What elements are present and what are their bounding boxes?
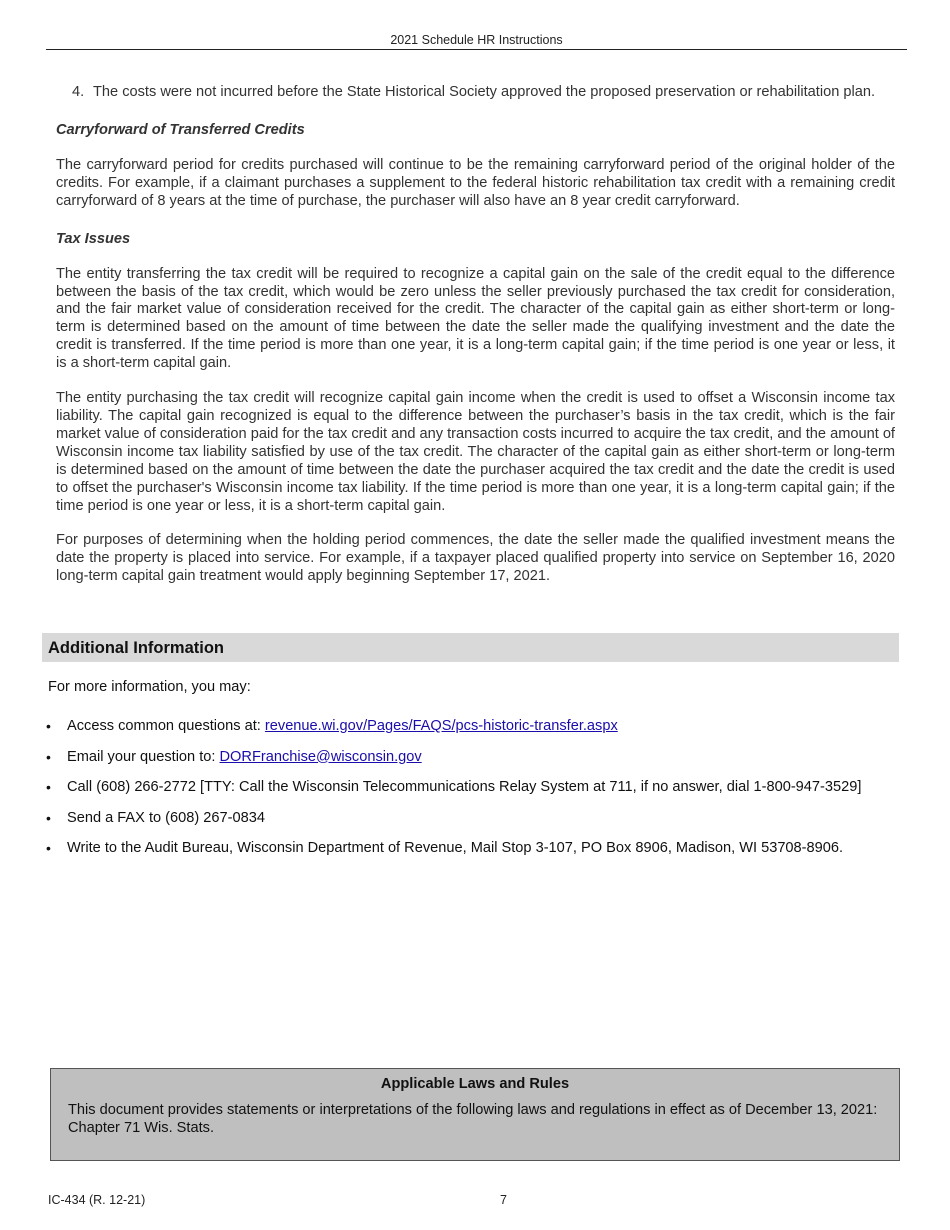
email-link[interactable]: DORFranchise@wisconsin.gov — [219, 748, 422, 765]
footer-form-id: IC-434 (R. 12-21) — [48, 1193, 146, 1207]
page-header — [46, 31, 907, 50]
header-title: 2021 Schedule HR Instructions — [390, 33, 563, 47]
contact-item-email — [46, 748, 916, 766]
bullet-icon: • — [46, 840, 51, 857]
additional-info-heading: Additional Information — [48, 639, 224, 657]
footer-page-number: 7 — [500, 1193, 507, 1207]
call-text: Call (608) 266-2772 [TTY: Call the Wisconsin Telecommunications Relay System at 711, if no answer, dial 1-800-947-3529] — [67, 779, 862, 796]
write-text: Write to the Audit Bureau, Wisconsin Department of Revenue, Mail Stop 3-107, PO Box 8906, Madison, WI 53708-8906. — [67, 840, 844, 857]
bullet-icon: • — [46, 779, 51, 796]
tax-issues-paragraph-holding-period: For purposes of determining when the holding period commences, the date the seller made the qualified investment means the date the property is placed into service. For example, if a taxpayer placed qualified property into service on September 16, 2020 long-term capital gain treatment would apply beginning September 17, 2021. — [56, 532, 895, 585]
carryforward-heading: Carryforward of Transferred Credits — [56, 121, 305, 138]
faq-prefix: Access common questions at: — [67, 718, 265, 734]
contact-list — [46, 717, 916, 870]
tax-issues-heading: Tax Issues — [56, 230, 131, 247]
contact-item-fax — [46, 809, 916, 827]
additional-info-section-bar — [42, 633, 899, 662]
laws-heading: Applicable Laws and Rules — [380, 1076, 570, 1092]
laws-text: This document provides statements or interpretations of the following laws and regulations in effect as of December 13, 2021: Chapter 71 Wis. Stats. — [68, 1102, 878, 1136]
list-item — [72, 84, 895, 102]
bullet-icon: • — [46, 748, 51, 765]
fax-text: Send a FAX to (608) 267-0834 — [67, 809, 265, 826]
email-prefix: Email your question to: — [67, 748, 220, 765]
list-item-text: The costs were not incurred before the State Historical Society approved the proposed preservation or rehabilitation plan. — [93, 84, 876, 100]
contact-item-faq — [46, 717, 916, 735]
faq-link[interactable]: revenue.wi.gov/Pages/FAQS/pcs-historic-transfer.aspx — [264, 718, 618, 734]
applicable-laws-box — [50, 1068, 900, 1161]
bullet-icon: • — [46, 718, 51, 734]
carryforward-paragraph: The carryforward period for credits purchased will continue to be the remaining carryforward period of the original holder of the credits. For example, if a claimant purchases a supplement to the federal historic rehabilitation tax credit with a remaining credit carryforward of 8 years at the time of purchase, the purchaser will also have an 8 year credit carryforward. — [56, 156, 895, 209]
tax-issues-paragraph-purchasing: The entity purchasing the tax credit will recognize capital gain income when the credit is used to offset a Wisconsin income tax liability. The capital gain recognized is equal to the difference between the purchaser’s basis in the tax credit, which is the fair market value of consideration paid for the tax credit and any transaction costs incurred to acquire the tax credit, and the amount of Wisconsin income tax liability satisfied by use of the tax credit. The character of the capital gain as either short-term or long-term is determined based on the amount of time between the date the purchaser acquired the tax credit and the date the credit is used to offset the purchaser's Wisconsin income tax liability. If the time period is more than one year, it is a long-term capital gain; if the time period is one year or less, it is a short-term capital gain. — [56, 390, 895, 514]
main-content — [56, 84, 895, 603]
additional-info-intro: For more information, you may: — [48, 679, 251, 695]
contact-item-write — [46, 839, 916, 857]
list-item-number: 4. — [72, 84, 85, 100]
contact-item-call — [46, 778, 916, 796]
bullet-icon: • — [46, 809, 51, 826]
tax-issues-paragraph-transferring: The entity transferring the tax credit will be required to recognize a capital gain on the sale of the credit equal to the difference between the basis of the tax credit, which would be zero unless the seller previously purchased the tax credit for consideration, and the fair market value of consideration received for the credit. The character of the capital gain as either short-term or long-term is determined based on the amount of time between the date the seller made the qualifying investment and the date the credit is transferred. If the time period is more than one year, it is a long-term capital gain; if the time period is one year or less, it is a short-term capital gain. — [56, 265, 895, 372]
